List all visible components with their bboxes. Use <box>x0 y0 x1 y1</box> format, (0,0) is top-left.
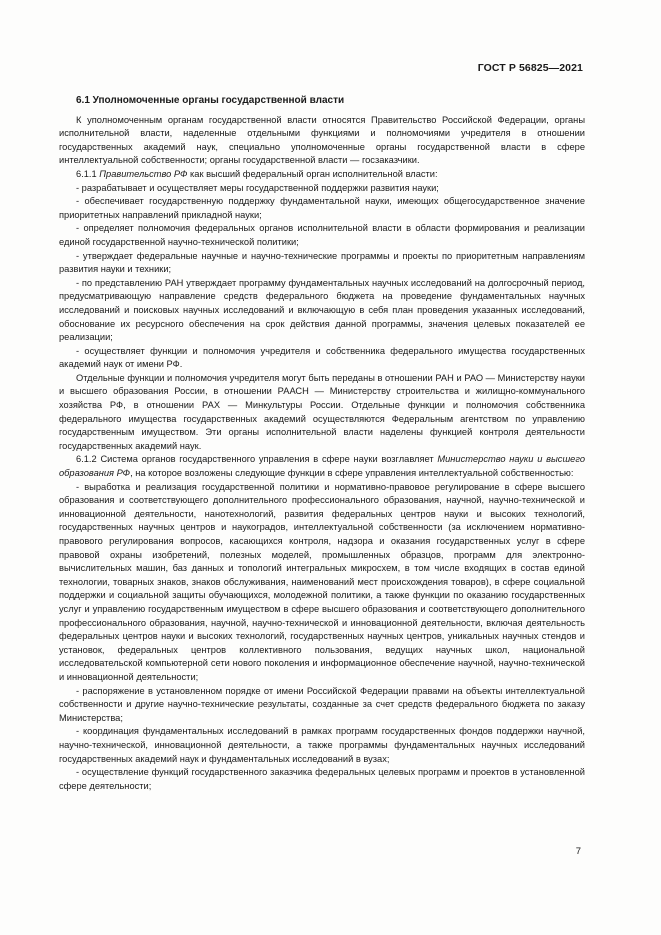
page-content <box>59 94 585 793</box>
list-item: - утверждает федеральные научные и научно-технические программы и проекты по приоритетным направлениям развития науки и техники; <box>59 250 585 275</box>
paragraph-delegated-functions: Отдельные функции и полномочия учредителя могут быть переданы в отношении РАН и РАО — Министерству науки и высшего образования России, в отношении РААСН — Министерству строительства и жилищно-коммунального хозяйства РФ, в отношении РАХ — Минкультуры России. Отдельные функции и полномочия собственника федерального имущества государственных академий осуществляются Федеральным агентством по управлению государственным имуществом. Эти органы исполнительной власти наделены функцией контроля деятельности государственных академий наук. <box>59 372 585 451</box>
document-code: ГОСТ Р 56825—2021 <box>477 62 583 74</box>
list-item: - по представлению РАН утверждает программу фундаментальных научных исследований на долгосрочный период, предусматривающую направление средств федерального бюджета на проведение фундаментальных научных исследований и поисковых научных исследований и включающую в себя план проведения указанных исследований, обоснование их ресурсного обеспечения на срок действия данной программы, значения целевых показателей ее реализации; <box>59 277 585 343</box>
list-item: - разрабатывает и осуществляет меры государственной поддержки развития науки; <box>76 182 439 193</box>
clause-6-1-2 <box>59 453 585 480</box>
section-heading: 6.1 Уполномоченные органы государственной власти <box>76 95 345 106</box>
section-intro-paragraph: К уполномоченным органам государственной власти относятся Правительство Российской Федерации, органы исполнительной власти, наделенные отдельными функциями и полномочиями учредителя в отношении государственных академий наук, специально уполномоченные органы государственной власти в сфере интеллектуальной собственности; органы государственной власти — госзаказчики. <box>59 114 585 166</box>
list-item: - осуществляет функции и полномочия учредителя и собственника федерального имущества государственных академий наук от имени РФ. <box>59 345 585 370</box>
clause-lead-continued: , на которое возложены следующие функции в сфере управления интеллектуальной собственностью: <box>130 468 574 479</box>
clause-subject: Правительство РФ <box>99 168 188 179</box>
clause-subject: Министерство науки и высшего образования РФ <box>59 454 585 479</box>
clause-6-1-1 <box>59 168 585 182</box>
list-item: - осуществление функций государственного заказчика федеральных целевых программ и проектов в установленной сфере деятельности; <box>59 767 585 791</box>
clause-number: 6.1.1 <box>76 168 97 179</box>
clause-lead: как высший федеральный орган исполнительной власти: <box>190 168 438 179</box>
page-number: 7 <box>575 846 581 857</box>
clause-number: 6.1.2 <box>76 454 97 465</box>
clause-lead: Система органов государственного управления в сфере науки возглавляет <box>100 454 434 465</box>
list-item: - координация фундаментальных исследований в рамках программ государственных фондов поддержки научной, научно-технической, инновационной деятельности, а также программы фундаментальных научных исследований государственных академий наук и фундаментальных исследований в вузах; <box>59 726 585 764</box>
list-item: - определяет полномочия федеральных органов исполнительной власти в области формирования и реализации единой государственной научно-технической политики; <box>59 223 585 247</box>
list-item: - распоряжение в установленном порядке от имени Российской Федерации правами на объекты интеллектуальной собственности и другие научно-технические результаты, созданные за счет средств федерального бюджета по заказу Министерства; <box>59 685 585 723</box>
list-item: - выработка и реализация государственной политики и нормативно-правовое регулирование в сфере высшего образования и соответствующего дополнительного профессионального образования, научной, научно-технической и инновационной деятельности, нанотехнологий, развития федеральных центров науки и высоких технологий, государственных научных центров и наукоградов, интеллектуальной собственности (за исключением нормативно-правового регулирования вопросов, касающихся контроля, надзора и оказания государственных услуг в сфере правовой охраны изобретений, полезных моделей, промышленных образцов, программ для электронно-вычислительных машин, баз данных и топологий интегральных микросхем, в том числе входящих в состав единой технологии, товарных знаков, знаков обслуживания, наименований мест происхождения товаров), в сфере социальной поддержки и социальной защиты обучающихся, молодежной политики, а также функции по оказанию государственных услуг и управлению государственным имуществом в сфере высшего образования и соответствующего дополнительного профессионального образования, научной, научно-технической и инновационной деятельности, включая деятельность федеральных центров науки и высоких технологий, государственных научных центров, уникальных научных стендов и установок, федеральных центров коллективного пользования, ведущих научных школ, национальной исследовательской компьютерной сети нового поколения и информационное обеспечение научной, научно-технической и инновационной деятельности; <box>59 481 585 682</box>
list-item: - обеспечивает государственную поддержку фундаментальной науки, имеющих общегосударственное значение приоритетных направлений прикладной науки; <box>59 196 585 220</box>
